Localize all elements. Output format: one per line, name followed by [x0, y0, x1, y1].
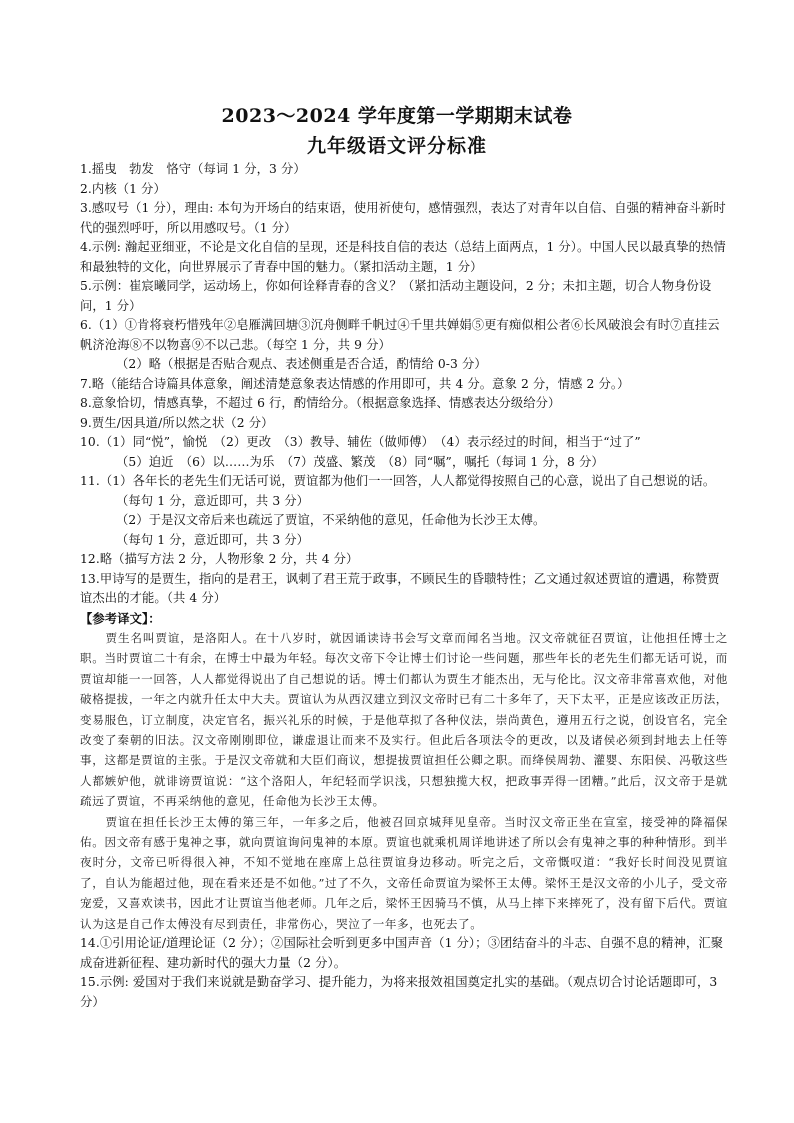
answer-item-9: 9.贾生/因具道/所以然之状（2 分） — [80, 415, 274, 430]
answer-item-6-sub: （2）略（根据是否贴合观点、表述侧重是否合适，酌情给 0-3 分） — [116, 357, 487, 371]
answer-item-13: 13.甲诗写的是贾生，指向的是君王，讽刺了君王荒于政事，不顾民生的昏聩特性；乙文通过叙述贾谊的遭遇，称赞贾谊杰出的才能。（共 4 分） — [80, 571, 720, 605]
reference-translation-heading: 【参考译文】： — [80, 610, 161, 626]
answer-item-8: 8.意象恰切，情感真挚，不超过 6 行，酌情给分。（根据意象选择、情感表达分级给分） — [80, 396, 561, 410]
exam-title: 2023～2024 学年度第一学期期末试卷 — [221, 105, 573, 127]
answer-content — [80, 160, 728, 1012]
answer-item-14: 14.①引用论证/道理论证（2 分）；②国际社会听到更多中国声音（1 分）；③团结奋斗的斗志、自强不息的精神，汇聚成奋进新征程、建功新时代的强大力量（2 分）。 — [80, 936, 724, 970]
answer-item-11-score-2: （每句 1 分，意近即可，共 3 分） — [116, 532, 310, 547]
exam-subtitle: 九年级语文评分标准 — [306, 135, 487, 157]
answer-item-3: 3.感叹号（1 分），理由: 本句为开场白的结束语，使用祈使句，感情强烈，表达了对青年以自信、自强的精神奋斗新时代的强烈呼吁，所以用感叹号。（1 分） — [80, 201, 726, 235]
answer-item-4: 4.示例: 瀚起亚细亚，不论是文化自信的呈现，还是科技自信的表达（总结上面两点，1 分）。中国人民以最真挚的热情和最独特的文化，向世界展示了青春中国的魅力。（紧扣活动主题，1 分） — [80, 240, 726, 274]
answer-item-11-part-2: （2）于是汉文帝后来也疏远了贾谊，不采纳他的意见，任命他为长沙王太傅。 — [116, 513, 546, 527]
reference-translation-paragraph: 贾谊在担任长沙王太傅的第三年，一年多之后，他被召回京城拜见皇帝。当时汉文帝正坐在宣室，接受神的降福保佑。因文帝有感于鬼神之事，就向贾谊询问鬼神的本原。贾谊也就乘机周详地讲述了所以会有鬼神之事的种种情形。到半夜时分，文帝已听得很入神，不知不觉地在座席上总往贾谊身边移动。听完之后，文帝慨叹道：“我好长时间没见贾谊了，自认为能超过他，现在看来还是不如他。”过了不久，文帝任命贾谊为梁怀王太傅。梁怀王是汉文帝的小儿子，受文帝宠爱，又喜欢读书，因此才让贾谊当他老师。几年之后，梁怀王因骑马不慎，从马上摔下来摔死了，没有留下后代。贾谊认为这是自己作太傅没有尽到责任，非常伤心，哭泣了一年多，也死去了。 — [80, 814, 728, 931]
answer-item-1: 1.摇曳 勃发 恪守（每词 1 分，3 分） — [80, 162, 306, 176]
reference-translation-paragraph: 贾生名叫贾谊，是洛阳人。在十八岁时，就因诵读诗书会写文章而闻名当地。汉文帝就征召贾谊，让他担任博士之职。当时贾谊二十有余，在博士中最为年轻。每次文帝下令让博士们讨论一些问题，那些年长的老先生们都无话可说，而贾谊却能一一回答，人人都觉得说出了自己想说的话。博士们都认为贾生才能杰出，无与伦比。汉文帝非常喜欢他，对他破格提拔，一年之内就升任太中大夫。贾谊认为从西汉建立到汉文帝时已有二十多年了，天下太平，正是应该改正历法，变易服色，订立制度，决定官名，振兴礼乐的时候，于是他草拟了各种仪法，崇尚黄色，遵用五行之说，创设官名，完全改变了秦朝的旧法。汉文帝刚刚即位，谦虚退让而来不及实行。但此后各项法令的更改，以及诸侯必须到封地去上任等事，这都是贾谊的主张。于是汉文帝就和大臣们商议，想提拔贾谊担任公卿之职。而绛侯周勃、灌婴、东阳侯、冯敬这些人都嫉妒他，就诽谤贾谊说：“这个洛阳人，年纪轻而学识浅，只想独揽大权，把政事弄得一团糟。”此后，汉文帝于是就疏远了贾谊，不再采纳他的意见，任命他为长沙王太傅。 — [80, 631, 728, 809]
answer-item-10: 10.（1）同“悦”，愉悦 （2）更改 （3）教导、辅佐（做师傅） （4）表示经过的时间，相当于“过了” — [80, 435, 641, 449]
answer-item-15: 15.示例: 爱国对于我们来说就是勤奋学习、提升能力，为将来报效祖国奠定扎实的基础。（观点切合讨论话题即可，3 分） — [80, 975, 718, 1009]
answer-item-5: 5.示例：崔宸曦同学，运动场上，你如何诠释青春的含义？（紧扣活动主题设问，2 分；未扣主题，切合人物身份设问，1 分） — [80, 279, 712, 313]
answer-item-2: 2.内核（1 分） — [80, 181, 166, 196]
answer-item-11-score-1: （每句 1 分，意近即可，共 3 分） — [116, 493, 310, 508]
answer-item-10-sub: （5）迫近 （6）以……为乐 （7）茂盛、繁茂 （8）同“嘱”，嘱托（每词 1 分，8 分） — [116, 454, 604, 469]
answer-item-12: 12.略（描写方法 2 分，人物形象 2 分，共 4 分） — [80, 552, 359, 566]
answer-item-7: 7.略（能结合诗篇具体意象，阐述清楚意象表达情感的作用即可，共 4 分。意象 2 分，情感 2 分。） — [80, 376, 630, 391]
answer-item-6: 6.（1）①肯将衰朽惜残年②皂雁满回塘③沉舟侧畔千帆过④千里共婵娟⑤更有痴似相公者⑥长风破浪会有时⑦直挂云帆济沧海⑧不以物喜⑨不以己悲。（每空 1 分，共 9 分） — [80, 318, 720, 352]
answer-item-11: 11.（1）各年长的老先生们无话可说，贾谊都为他们一一回答，人人都觉得按照自己的心意，说出了自己想说的话。 — [80, 474, 716, 488]
